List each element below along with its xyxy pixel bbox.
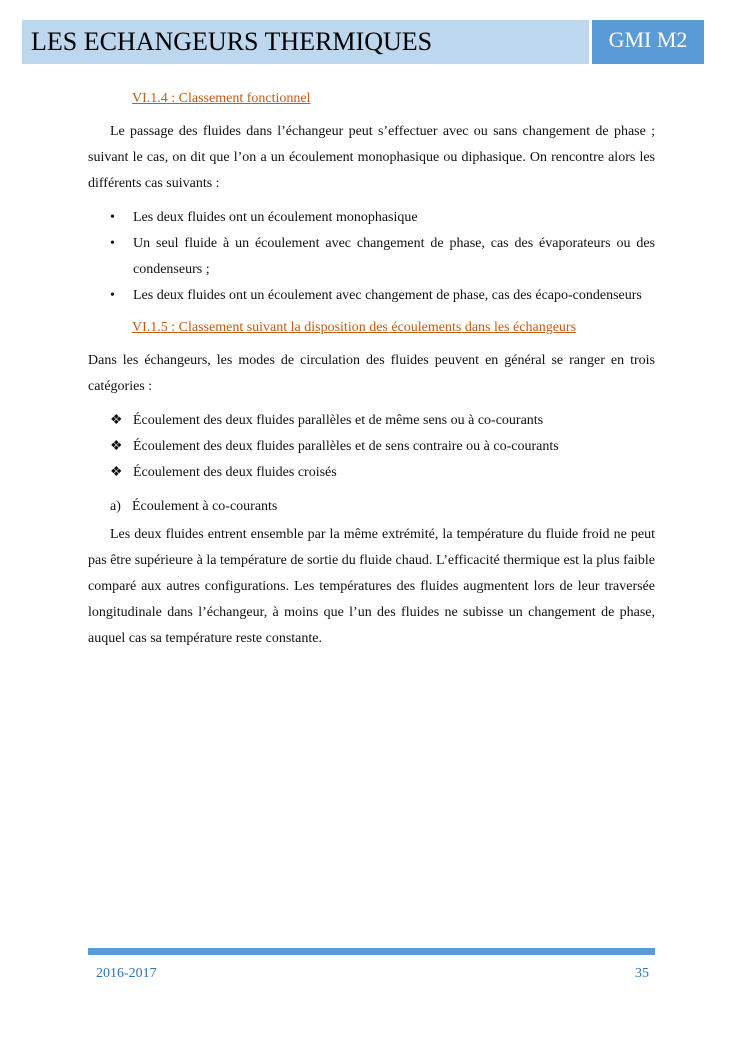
bullet-icon: • [110,288,115,303]
footer-divider [88,948,655,955]
bullet-list-phase-cases [88,205,655,309]
subsection-label [88,494,655,520]
paragraph-modes-circulation: Dans les échangeurs, les modes de circulation des fluides peuvent en général se ranger en trois catégories : [88,353,655,394]
document-title: LES ECHANGEURS THERMIQUES [22,20,589,64]
list-item: ❖ Écoulement des deux fluides parallèles et de sens contraire ou à co-courants [88,434,655,460]
paragraph-co-courants: Les deux fluides entrent ensemble par la même extrémité, la température du fluide froid ne peut pas être supérieure à la température de sortie du fluide chaud. L’efficacité thermique est la plus faible comparé aux autres configurations. Les températures des fluides augmentent lors de leur traversée longitudinale dans l’échangeur, à moins que l’un des fluides ne subisse un changement de phase, auquel cas sa température reste constante. [88,527,655,646]
diamond-list-flow-modes [88,408,655,486]
diamond-bullet-icon: ❖ [110,413,123,428]
section-title-classement-fonctionnel: VI.1.4 : Classement fonctionnel [132,91,311,106]
diamond-bullet-icon: ❖ [110,439,123,454]
list-item: • Un seul fluide à un écoulement avec changement de phase, cas des évaporateurs ou des condenseurs ; [88,231,655,283]
list-item: • Les deux fluides ont un écoulement monophasique [88,205,655,231]
paragraph-intro: Le passage des fluides dans l’échangeur peut s’effectuer avec ou sans changement de phase ; suivant le cas, on dit que l’on a un écoulement monophasique ou diphasique. On rencontre alors les différents cas suivants : [88,124,655,191]
diamond-bullet-icon: ❖ [110,465,123,480]
section-title-disposition-ecoulements: VI.1.5 : Classement suivant la disposition des écoulements dans les échangeurs [132,320,577,335]
page-number: 35 [635,966,649,981]
course-tag: GMI M2 [592,20,704,64]
page-content [88,86,655,652]
footer-year: 2016-2017 [96,966,157,981]
list-item: ❖ Écoulement des deux fluides croisés [88,460,655,486]
list-item: ❖ Écoulement des deux fluides parallèles et de même sens ou à co-courants [88,408,655,434]
bullet-icon: • [110,236,115,251]
list-item: • Les deux fluides ont un écoulement avec changement de phase, cas des écapo-condenseurs [88,283,655,309]
subsection-letter: a) [110,499,121,514]
subsection-title: Écoulement à co-courants [132,499,278,514]
bullet-icon: • [110,210,115,225]
